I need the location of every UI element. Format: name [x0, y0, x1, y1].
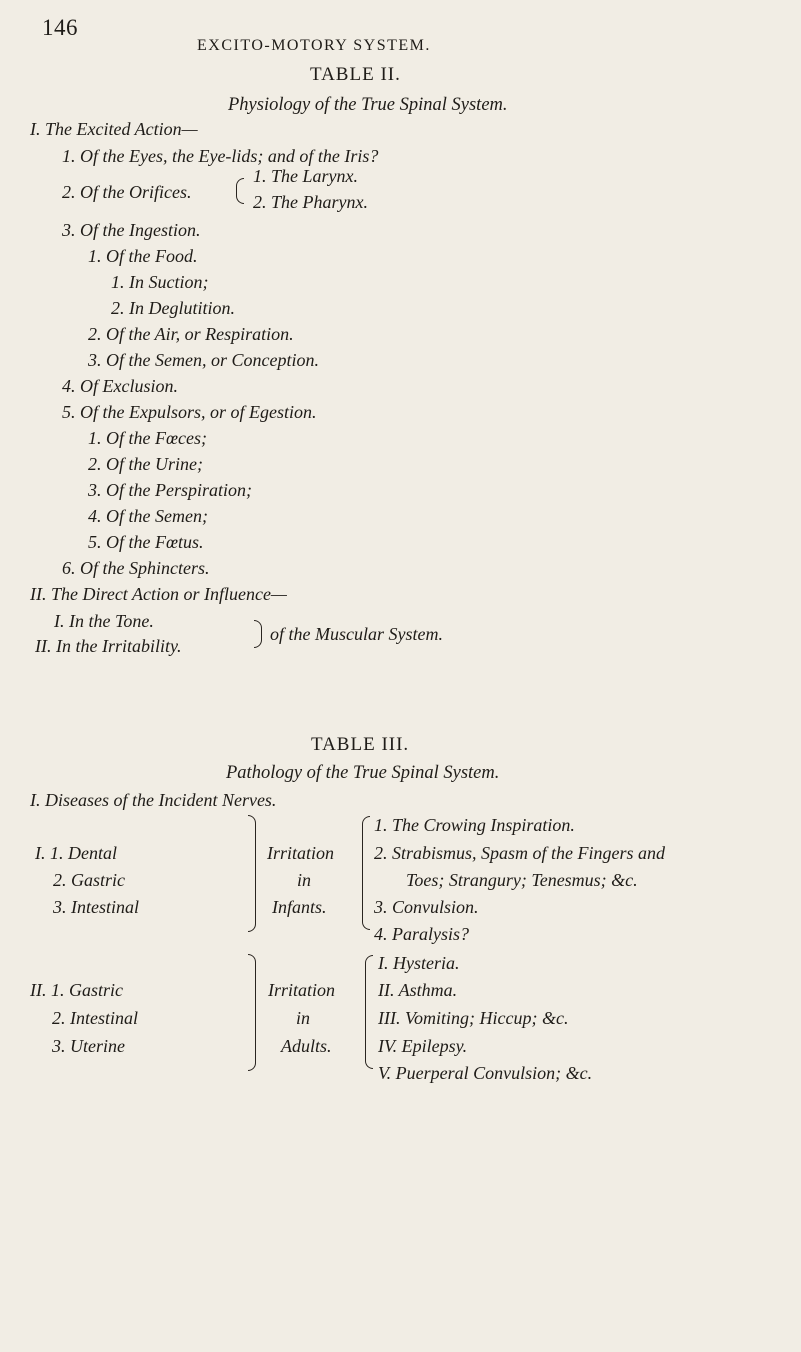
- in-label-1: in: [297, 870, 312, 890]
- crowing-inspiration: 1. The Crowing Inspiration.: [374, 815, 575, 835]
- irritation-label-1: Irritation: [267, 843, 335, 863]
- semen-item: 4. Of the Semen;: [88, 506, 208, 526]
- air-item: 2. Of the Air, or Respiration.: [88, 324, 294, 344]
- asthma: II. Asthma.: [378, 980, 458, 1000]
- tone-item: I. In the Tone.: [54, 611, 154, 631]
- foetus-item: 5. Of the Fœtus.: [88, 532, 204, 552]
- muscular-system-label: of the Muscular System.: [270, 624, 443, 644]
- deglutition-item: 2. In Deglutition.: [111, 298, 235, 318]
- irritability-item: II. In the Irritability.: [35, 636, 182, 656]
- hysteria: I. Hysteria.: [378, 953, 460, 973]
- vomiting-hiccup: III. Vomiting; Hiccup; &c.: [378, 1008, 569, 1028]
- direct-action-heading: II. The Direct Action or Influence—: [30, 584, 287, 604]
- table-ii-subtitle: Physiology of the True Spinal System.: [228, 95, 508, 115]
- table-iii-subtitle: Pathology of the True Spinal System.: [226, 763, 500, 783]
- ingestion-item: 3. Of the Ingestion.: [62, 220, 201, 240]
- muscular-system-brace: [254, 620, 262, 648]
- infants-left-brace: [248, 815, 256, 932]
- perspiration-item: 3. Of the Perspiration;: [88, 480, 252, 500]
- sphincters-item: 6. Of the Sphincters.: [62, 558, 210, 578]
- food-item: 1. Of the Food.: [88, 246, 198, 266]
- gastric-adult-item: II. 1. Gastric: [30, 980, 123, 1000]
- eyes-item: 1. Of the Eyes, the Eye-lids; and of the Iris?: [62, 146, 379, 166]
- adults-right-brace: [365, 955, 373, 1069]
- page-number: 146: [42, 15, 78, 40]
- running-head: EXCITO-MOTORY SYSTEM.: [197, 37, 431, 54]
- semen-conception-item: 3. Of the Semen, or Conception.: [88, 350, 319, 370]
- orifices-brace: [236, 178, 244, 204]
- incident-nerves-heading: I. Diseases of the Incident Nerves.: [30, 790, 277, 810]
- larynx-option: 1. The Larynx.: [253, 166, 358, 186]
- paralysis: 4. Paralysis?: [374, 924, 470, 944]
- orifices-item: 2. Of the Orifices.: [62, 182, 192, 202]
- adults-left-brace: [248, 954, 256, 1071]
- strabismus: 2. Strabismus, Spasm of the Fingers and: [374, 843, 666, 863]
- uterine-item: 3. Uterine: [52, 1036, 125, 1056]
- irritation-label-2: Irritation: [268, 980, 336, 1000]
- adults-label: Adults.: [281, 1036, 332, 1056]
- toes-strangury: Toes; Strangury; Tenesmus; &c.: [406, 870, 638, 890]
- pharynx-option: 2. The Pharynx.: [253, 192, 368, 212]
- convulsion: 3. Convulsion.: [374, 897, 479, 917]
- infants-right-brace: [362, 816, 370, 930]
- expulsors-item: 5. Of the Expulsors, or of Egestion.: [62, 402, 317, 422]
- intestinal-adult-item: 2. Intestinal: [52, 1008, 138, 1028]
- epilepsy: IV. Epilepsy.: [378, 1036, 468, 1056]
- in-label-2: in: [296, 1008, 311, 1028]
- excited-action-heading: I. The Excited Action—: [30, 119, 198, 139]
- puerperal-convulsion: V. Puerperal Convulsion; &c.: [378, 1063, 593, 1083]
- table-iii-title: TABLE III.: [311, 734, 410, 755]
- intestinal-item: 3. Intestinal: [53, 897, 139, 917]
- infants-label: Infants.: [272, 897, 327, 917]
- suction-item: 1. In Suction;: [111, 272, 209, 292]
- dental-item: I. 1. Dental: [35, 843, 117, 863]
- table-ii-title: TABLE II.: [310, 64, 401, 85]
- faeces-item: 1. Of the Fœces;: [88, 428, 207, 448]
- urine-item: 2. Of the Urine;: [88, 454, 203, 474]
- exclusion-item: 4. Of Exclusion.: [62, 376, 178, 396]
- gastric-item: 2. Gastric: [53, 870, 125, 890]
